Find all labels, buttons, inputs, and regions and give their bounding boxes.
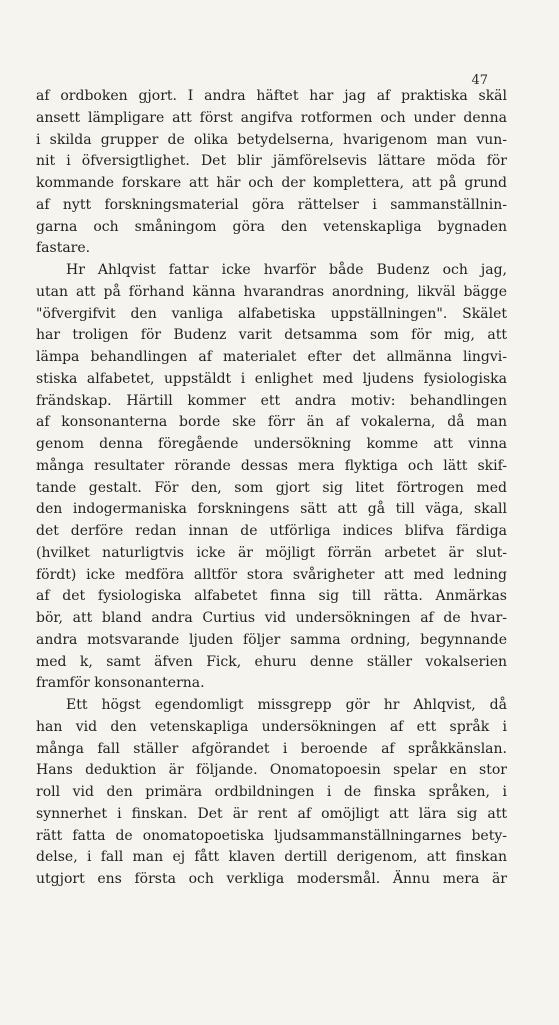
text-line: tande gestalt. För den, som gjort sig litet förtrogen med bbox=[36, 479, 507, 496]
text-line: bör, att bland andra Curtius vid undersökningen af de hvar- bbox=[36, 610, 507, 626]
text-line: (hvilket naturligtvis icke är möjligt förrän arbetet är slut- bbox=[36, 544, 507, 561]
text-line: Ett högst egendomligt missgrepp gör hr Ahlqvist, då bbox=[66, 697, 507, 713]
body-text bbox=[36, 86, 507, 891]
text-line: genom denna föregående undersökning komme att vinna bbox=[36, 436, 507, 452]
text-line: utgjort ens första och verkliga modersmål. Ännu mera är bbox=[36, 871, 507, 887]
text-line: andra motsvarande ljuden följer samma ordning, begynnande bbox=[36, 631, 507, 648]
text-line: af ordboken gjort. I andra häftet har jag af praktiska skäl bbox=[36, 88, 507, 104]
text-line: synnerhet i finskan. Det är rent af omöjligt att lära sig att bbox=[36, 805, 507, 822]
text-line: lämpa behandlingen af materialet efter det allmänna lingvi- bbox=[36, 349, 507, 365]
text-line: Hans deduktion är följande. Onomatopoesin spelar en stor bbox=[36, 762, 507, 779]
text-line: "öfvergifvit den vanliga alfabetiska uppställningen". Skälet bbox=[36, 305, 507, 322]
text-line: han vid den vetenskapliga undersökningen af ett språk i bbox=[36, 718, 507, 735]
page-number: 47 bbox=[471, 73, 488, 88]
text-line: många resultater rörande dessas mera flyktiga och lätt skif- bbox=[36, 457, 507, 474]
text-line: utan att på förhand känna hvarandras anordning, likväl bägge bbox=[36, 283, 507, 300]
text-line: af det fysiologiska alfabetet finna sig till rätta. Anmärkas bbox=[36, 588, 507, 605]
text-line: i skilda grupper de olika betydelserna, hvarigenom man vun- bbox=[36, 131, 507, 148]
text-line: rätt fatta de onomatopoetiska ljudsammanställningarnes bety- bbox=[36, 827, 507, 844]
text-line: stiska alfabetet, uppstäldt i enlighet med ljudens fysiologiska bbox=[36, 370, 507, 387]
text-line: delse, i fall man ej fått klaven dertill derigenom, att finskan bbox=[36, 849, 507, 866]
text-line: garna och småningom göra den vetenskapliga bygnaden bbox=[36, 218, 507, 235]
text-line: många fall ställer afgörandet i beroende af språkkänslan. bbox=[36, 740, 507, 757]
text-line: nit i öfversigtlighet. Det blir jämförelsevis lättare möda för bbox=[36, 153, 507, 170]
text-line: af konsonanterna borde ske förr än af vokalerna, då man bbox=[36, 414, 507, 431]
text-line: framför konsonanterna. bbox=[36, 675, 205, 692]
text-line: Hr Ahlqvist fattar icke hvarför både Budenz och jag, bbox=[66, 262, 507, 278]
text-line: med k, samt äfven Fick, ehuru denne ställer vokalserien bbox=[36, 653, 507, 670]
text-line: har troligen för Budenz varit detsamma som för mig, att bbox=[36, 327, 507, 344]
text-line: roll vid den primära ordbildningen i de finska språken, i bbox=[36, 784, 507, 800]
text-line: af nytt forskningsmaterial göra rättelser i sammanställnin- bbox=[36, 196, 507, 213]
text-line: ansett lämpligare att först angifva rotformen och under denna bbox=[36, 109, 507, 126]
text-line: det derföre redan innan de utförliga indices blifva färdiga bbox=[36, 523, 507, 539]
text-line: fastare. bbox=[36, 240, 91, 257]
text-line: kommande forskare att här och der komplettera, att på grund bbox=[36, 175, 507, 191]
text-line: frändskap. Härtill kommer ett andra motiv: behandlingen bbox=[36, 392, 507, 409]
text-line: den indogermaniska forskningens sätt att gå till väga, skall bbox=[36, 501, 507, 518]
text-line: fördt) icke medföra alltför stora svårigheter att med ledning bbox=[36, 566, 507, 583]
